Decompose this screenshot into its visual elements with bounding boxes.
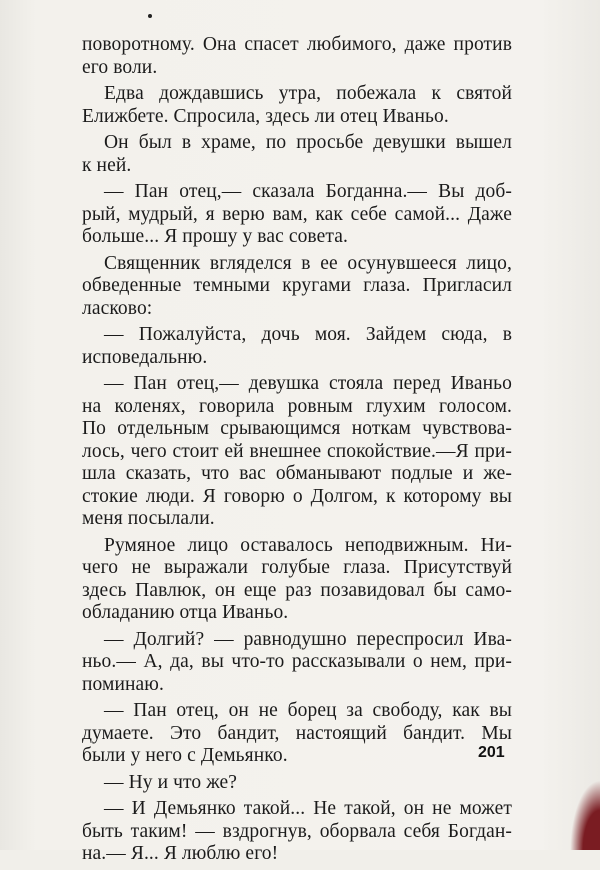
text-line: шла сказать, что вас обманывают подлые и же-	[82, 463, 512, 484]
paragraph	[82, 535, 512, 625]
text-line: — Пан отец,— сказала Богданна.— Вы доб-	[104, 181, 512, 202]
paragraph	[82, 629, 512, 697]
paragraph	[82, 324, 512, 369]
text-line: были у него с Демьянко.	[82, 745, 288, 766]
text-line: к ней.	[82, 154, 132, 176]
text-line: здесь Павлюк, он еще раз позавидовал бы само-	[82, 579, 512, 601]
text-line: Елижбете. Спросила, здесь ли отец Иваньо.	[82, 105, 449, 127]
paragraph	[82, 798, 512, 866]
print-speck	[148, 14, 152, 18]
paragraph	[82, 83, 512, 128]
text-line: Священник вгляделся в ее осунувшееся лицо,	[104, 252, 512, 274]
text-line: лось, чего стоит ей внешнее спокойствие.—Я при-	[82, 440, 512, 462]
book-cover-edge	[570, 780, 600, 850]
text-line: Румяное лицо оставалось неподвижным. Ни-	[104, 534, 512, 556]
text-line: — Пожалуйста, дочь моя. Зайдем сюда, в	[104, 324, 512, 345]
text-line: Едва дождавшись утра, побежала к святой	[104, 83, 512, 104]
text-line: — И Демьянко такой... Не такой, он не может	[104, 798, 512, 819]
paragraph	[82, 253, 512, 321]
text-line: — Долгий? — равнодушно переспросил Ива-	[104, 628, 512, 650]
text-line: обладанию отца Иваньо.	[82, 602, 289, 623]
text-line: ласково:	[82, 297, 153, 319]
text-line: ньо.— А, да, вы что-то рассказывали о нем, при-	[82, 651, 512, 672]
page-number: 201	[478, 744, 505, 761]
paragraph	[82, 34, 512, 79]
text-line: его воли.	[82, 56, 158, 78]
text-line: больше... Я прошу у вас совета.	[82, 226, 348, 247]
text-line: чего не выражали голубые глаза. Присутствуй	[82, 557, 512, 578]
paragraph	[82, 181, 512, 249]
paragraph	[82, 373, 512, 531]
text-line: меня посылали.	[82, 508, 215, 529]
text-line: рый, мудрый, я верю вам, как себе самой... Даже	[82, 203, 512, 225]
text-line: поминаю.	[82, 673, 164, 695]
text-line: обведенные темными кругами глаза. Пригласил	[82, 275, 512, 296]
text-line: думаете. Это бандит, настоящий бандит. Мы	[82, 722, 512, 744]
text-line: исповедальню.	[82, 346, 208, 368]
page-text	[82, 34, 512, 870]
paragraph	[82, 772, 512, 795]
text-line: — Ну и что же?	[104, 771, 238, 793]
text-line: — Пан отец,— девушка стояла перед Иваньо	[104, 373, 512, 394]
text-line: на.— Я... Я люблю его!	[82, 843, 279, 864]
text-line: — Пан отец, он не борец за свободу, как вы	[104, 700, 512, 721]
text-line: быть таким! — вздрогнув, оборвала себя Богдан-	[82, 820, 512, 842]
paragraph	[82, 132, 512, 177]
text-line: поворотному. Она спасет любимого, даже против	[82, 34, 512, 55]
text-line: Он был в храме, по просьбе девушки вышел	[104, 132, 512, 153]
text-line: По отдельным срывающимся ноткам чувствова-	[82, 418, 512, 439]
text-line: на коленях, говорила ровным глухим голосом.	[82, 395, 512, 417]
paragraph	[82, 700, 512, 768]
text-line: стокие люди. Я говорю о Долгом, к которому вы	[82, 485, 512, 507]
